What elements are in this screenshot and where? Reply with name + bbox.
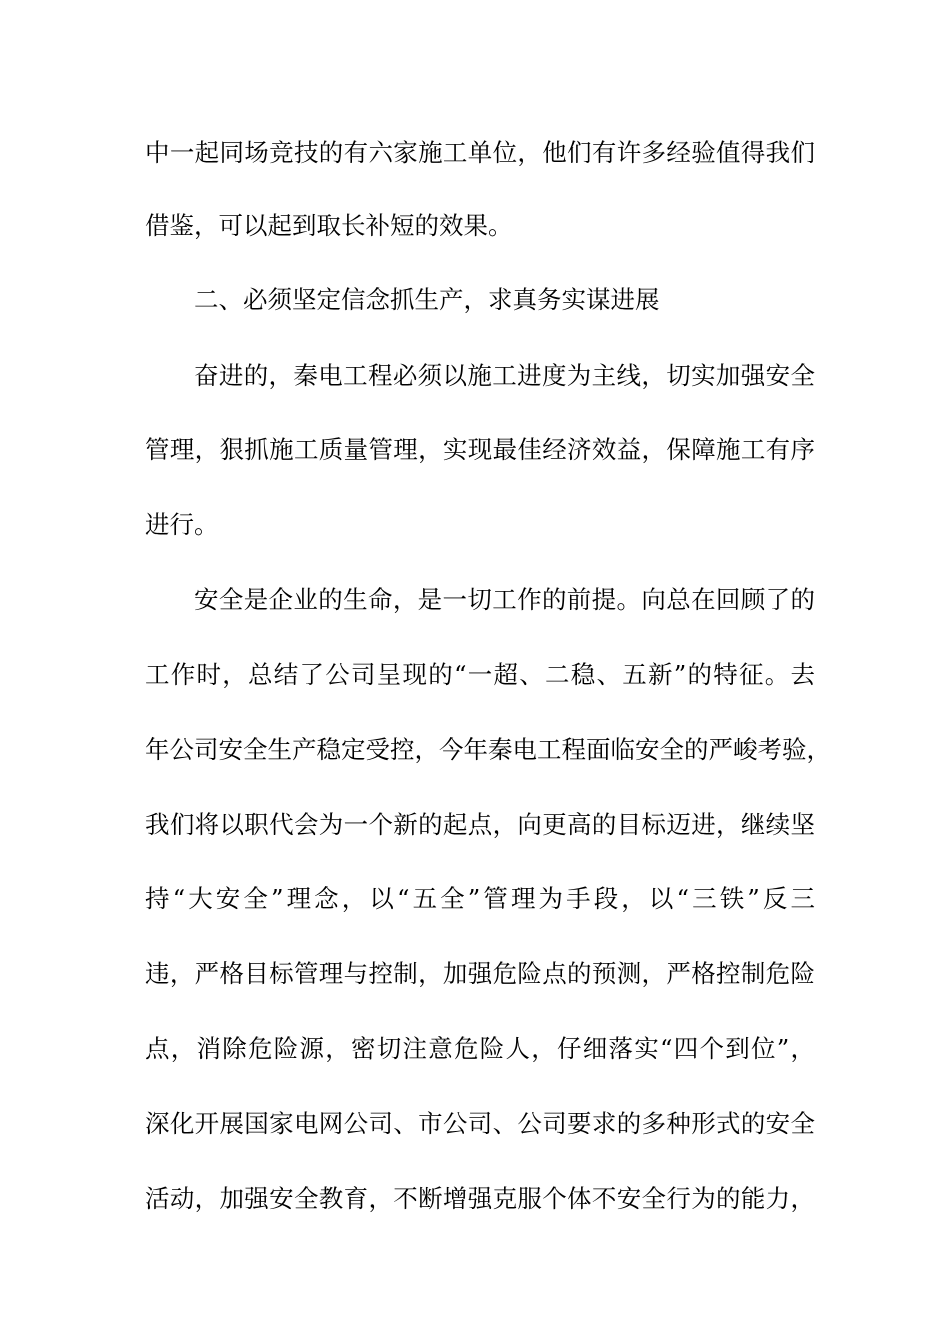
text-line-4: 奋进的，秦电工程必须以施工进度为主线，切实加强安全 [194,361,815,390]
text-line-1: 中一起同场竞技的有六家施工单位，他们有许多经验值得我们 [145,138,815,167]
section-heading: 二、必须坚定信念抓生产，求真务实谋进展 [194,285,660,314]
text-line-5: 管理，狠抓施工质量管理，实现最佳经济效益，保障施工有序 [145,435,815,464]
text-line-10: 我们将以职代会为一个新的起点，向更高的目标迈进，继续坚 [145,810,815,839]
text-line-8: 工作时，总结了公司呈现的“一超、二稳、五新”的特征。去 [145,660,815,689]
text-line-7: 安全是企业的生命，是一切工作的前提。向总在回顾了的 [194,585,815,614]
text-line-14: 深化开展国家电网公司、市公司、公司要求的多种形式的安全 [145,1109,815,1138]
text-line-15: 活动，加强安全教育，不断增强克服个体不安全行为的能力， [145,1184,815,1213]
text-line-2: 借鉴，可以起到取长补短的效果。 [145,211,513,240]
text-line-13: 点，消除危险源，密切注意危险人，仔细落实“四个到位”， [145,1034,815,1063]
text-line-12: 违，严格目标管理与控制，加强危险点的预测，严格控制危险 [145,959,815,988]
text-line-9: 年公司安全生产稳定受控，今年秦电工程面临安全的严峻考验， [145,735,831,764]
text-line-11: 持“大安全”理念，以“五全”管理为手段，以“三铁”反三 [145,884,815,913]
text-line-6: 进行。 [145,510,219,539]
